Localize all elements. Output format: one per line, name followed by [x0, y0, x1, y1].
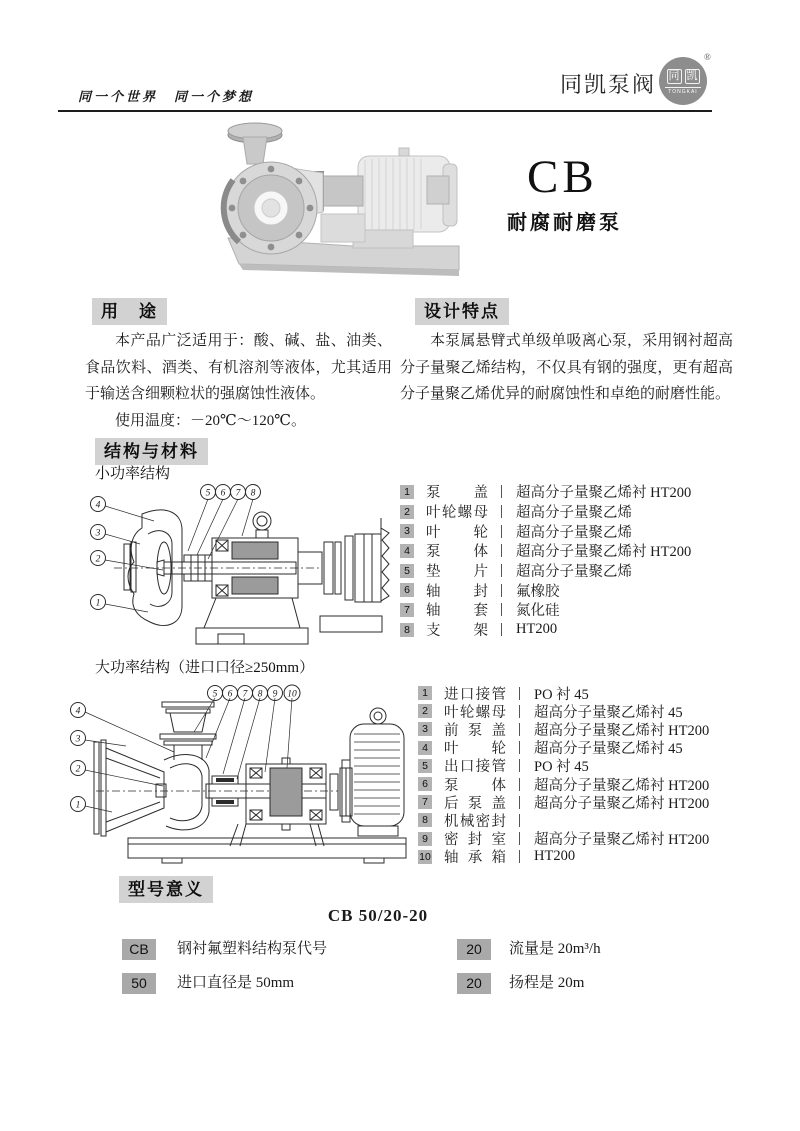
part-material: 超高分子量聚乙烯衬 HT200	[534, 795, 710, 812]
svg-text:6: 6	[220, 488, 226, 499]
part-name: 叶轮	[444, 741, 506, 758]
part-name: 轴承箱	[444, 850, 506, 867]
part-number: 6	[400, 583, 414, 597]
bearing-box	[230, 758, 326, 846]
svg-text:7: 7	[235, 488, 241, 499]
parts-row	[418, 720, 709, 738]
svg-text:4: 4	[95, 500, 101, 511]
part-name: 后泵盖	[444, 795, 506, 812]
part-material: 超高分子量聚乙烯	[516, 564, 632, 581]
logo-char-1: 同	[668, 70, 680, 82]
model-badge-flow: 20	[457, 939, 491, 960]
part-material: PO 衬 45	[534, 686, 589, 703]
divider-bar	[501, 584, 502, 597]
header-slogan: 同一个世界 同一个梦想	[78, 89, 255, 104]
parts-row	[400, 502, 691, 522]
svg-text:8: 8	[257, 689, 263, 700]
svg-text:2: 2	[95, 554, 101, 565]
logo-characters	[667, 69, 700, 84]
design-body	[400, 328, 733, 408]
part-name: 叶轮螺母	[426, 505, 488, 522]
part-name: 轴套	[426, 603, 488, 620]
parts-row	[400, 482, 691, 502]
part-material: 超高分子量聚乙烯	[516, 505, 632, 522]
divider-bar	[519, 759, 520, 772]
divider-bar	[501, 525, 502, 538]
small-power-label: 小功率结构	[95, 466, 171, 482]
svg-text:10: 10	[287, 689, 297, 700]
model-series-title: CB	[527, 151, 598, 203]
part-number: 2	[400, 505, 414, 519]
part-number: 10	[419, 850, 431, 863]
part-material: 超高分子量聚乙烯衬 HT200	[516, 485, 692, 502]
divider-bar	[519, 705, 520, 718]
brand-logo	[659, 57, 707, 105]
divider-bar	[501, 505, 502, 518]
logo-char-2: 凯	[686, 70, 698, 82]
section-title-design-features: 设计特点	[415, 298, 509, 325]
svg-text:1: 1	[75, 800, 81, 811]
leader-lines	[105, 499, 253, 612]
pump-product-photo	[203, 118, 490, 286]
small-power-parts-list	[400, 482, 691, 640]
part-number: 7	[400, 603, 414, 617]
divider-bar	[501, 603, 502, 616]
part-material: 超高分子量聚乙烯衬 45	[534, 704, 683, 721]
parts-row	[400, 600, 691, 620]
model-desc-50: 进口直径是 50mm	[177, 975, 295, 991]
model-desc-flow: 流量是 20m³/h	[509, 941, 601, 957]
part-name: 密封室	[444, 832, 506, 849]
usage-paragraph-2: 使用温度：－20℃～120℃。	[115, 412, 307, 429]
parts-row	[418, 684, 709, 702]
divider-bar	[519, 741, 520, 754]
large-power-section-diagram	[66, 680, 410, 870]
part-name: 垫片	[426, 564, 488, 581]
part-number: 8	[400, 623, 414, 637]
part-number: 8	[418, 813, 432, 827]
divider-bar	[519, 723, 520, 736]
baseplate	[128, 838, 406, 863]
part-name: 支架	[426, 623, 488, 640]
suction-cone	[94, 740, 166, 836]
large-power-parts-list	[418, 684, 709, 866]
design-paragraph-1: 本泵属悬臂式单级单吸离心泵，采用钢衬超高分子量聚乙烯结构，不仅具有钢的强度，更有超高分子量聚乙烯优异的耐腐蚀性和卓绝的耐磨性能。	[400, 333, 733, 402]
part-number: 3	[400, 524, 414, 538]
divider-bar	[519, 832, 520, 845]
svg-text:6: 6	[227, 689, 233, 700]
svg-text:2: 2	[75, 764, 81, 775]
model-series-subtitle: 耐腐耐磨泵	[507, 212, 622, 234]
part-number: 5	[418, 759, 432, 773]
inlet-pipe	[160, 702, 216, 760]
part-name: 前泵盖	[444, 722, 506, 739]
part-name: 叶轮螺母	[444, 704, 506, 721]
usage-paragraph-1: 本产品广泛适用于：酸、碱、盐、油类、食品饮料、酒类、有机溶剂等液体，尤其适用于输送含细颗粒状的强腐蚀性液体。	[85, 333, 392, 402]
parts-row	[400, 541, 691, 561]
part-material: 超高分子量聚乙烯衬 HT200	[534, 777, 710, 794]
part-material: 超高分子量聚乙烯衬 HT200	[534, 722, 710, 739]
part-name: 进口接管	[444, 686, 506, 703]
model-desc-cb: 钢衬氟塑料结构泵代号	[177, 941, 328, 957]
part-number: 9	[418, 832, 432, 846]
part-material: 超高分子量聚乙烯衬 HT200	[534, 832, 710, 849]
svg-text:4: 4	[75, 706, 81, 717]
parts-row	[418, 811, 709, 829]
part-material: 超高分子量聚乙烯	[516, 524, 632, 541]
part-name: 泵盖	[426, 485, 488, 502]
parts-row	[418, 793, 709, 811]
usage-body	[85, 328, 392, 434]
divider-bar	[519, 850, 520, 863]
part-name: 机械密封	[444, 813, 506, 830]
divider-bar	[519, 814, 520, 827]
parts-row	[400, 561, 691, 581]
coupling-and-motor-end	[298, 518, 389, 602]
model-code: CB 50/20-20	[327, 906, 429, 925]
header-divider	[58, 110, 712, 112]
part-number: 5	[400, 564, 414, 578]
parts-row	[400, 620, 691, 640]
divider-bar	[501, 544, 502, 557]
section-title-structure-materials: 结构与材料	[95, 438, 208, 465]
part-name: 出口接管	[444, 759, 506, 776]
part-number: 4	[400, 544, 414, 558]
svg-text:1: 1	[95, 598, 101, 609]
divider-bar	[501, 623, 502, 636]
part-number: 1	[400, 485, 414, 499]
parts-row	[418, 775, 709, 793]
svg-text:3: 3	[75, 734, 81, 745]
parts-row	[418, 848, 709, 866]
part-material: 氮化硅	[516, 603, 560, 620]
shaft-and-seal	[114, 555, 319, 581]
svg-text:8: 8	[250, 488, 256, 499]
svg-text:7: 7	[242, 689, 248, 700]
registered-mark: ®	[704, 52, 711, 62]
part-number: 3	[418, 722, 432, 736]
section-title-model-meaning: 型号意义	[119, 876, 213, 903]
brand-name: 同凯泵阀	[560, 72, 657, 97]
part-number: 6	[418, 777, 432, 791]
parts-row	[418, 739, 709, 757]
divider-bar	[519, 796, 520, 809]
model-badge-cb: CB	[122, 939, 156, 960]
coupling-and-motor	[330, 708, 404, 836]
parts-row	[418, 757, 709, 775]
divider-bar	[501, 564, 502, 577]
part-number: 4	[418, 741, 432, 755]
model-badge-head: 20	[457, 973, 491, 994]
model-badge-50: 50	[122, 973, 156, 994]
parts-row	[400, 580, 691, 600]
large-power-label: 大功率结构（进口口径≥250mm）	[95, 660, 315, 676]
divider-bar	[501, 485, 502, 498]
volute-casing	[164, 755, 209, 830]
svg-text:5: 5	[212, 689, 218, 700]
part-name: 轴封	[426, 583, 488, 600]
divider-bar	[519, 778, 520, 791]
part-name: 泵体	[426, 544, 488, 561]
part-material: 氟橡胶	[516, 583, 560, 600]
part-number: 7	[418, 795, 432, 809]
part-number: 2	[418, 704, 432, 718]
parts-row	[418, 830, 709, 848]
part-name: 泵体	[444, 777, 506, 794]
parts-row	[400, 521, 691, 541]
divider-bar	[519, 687, 520, 700]
part-name: 叶轮	[426, 524, 488, 541]
pedestal-and-base	[196, 598, 382, 644]
part-number: 1	[418, 686, 432, 700]
logo-latin-text: TONGKAI	[665, 87, 700, 95]
svg-text:9: 9	[272, 689, 278, 700]
svg-text:5: 5	[205, 488, 211, 499]
svg-text:3: 3	[95, 528, 101, 539]
parts-row	[418, 702, 709, 720]
part-material: HT200	[534, 848, 576, 865]
section-title-usage: 用 途	[92, 298, 167, 325]
small-power-section-diagram	[84, 478, 396, 650]
part-material: PO 衬 45	[534, 759, 589, 776]
model-desc-head: 扬程是 20m	[509, 975, 585, 991]
part-material: 超高分子量聚乙烯衬 45	[534, 741, 683, 758]
callout-balloons	[71, 685, 301, 812]
part-material: 超高分子量聚乙烯衬 HT200	[516, 544, 692, 561]
part-material: HT200	[516, 621, 558, 638]
